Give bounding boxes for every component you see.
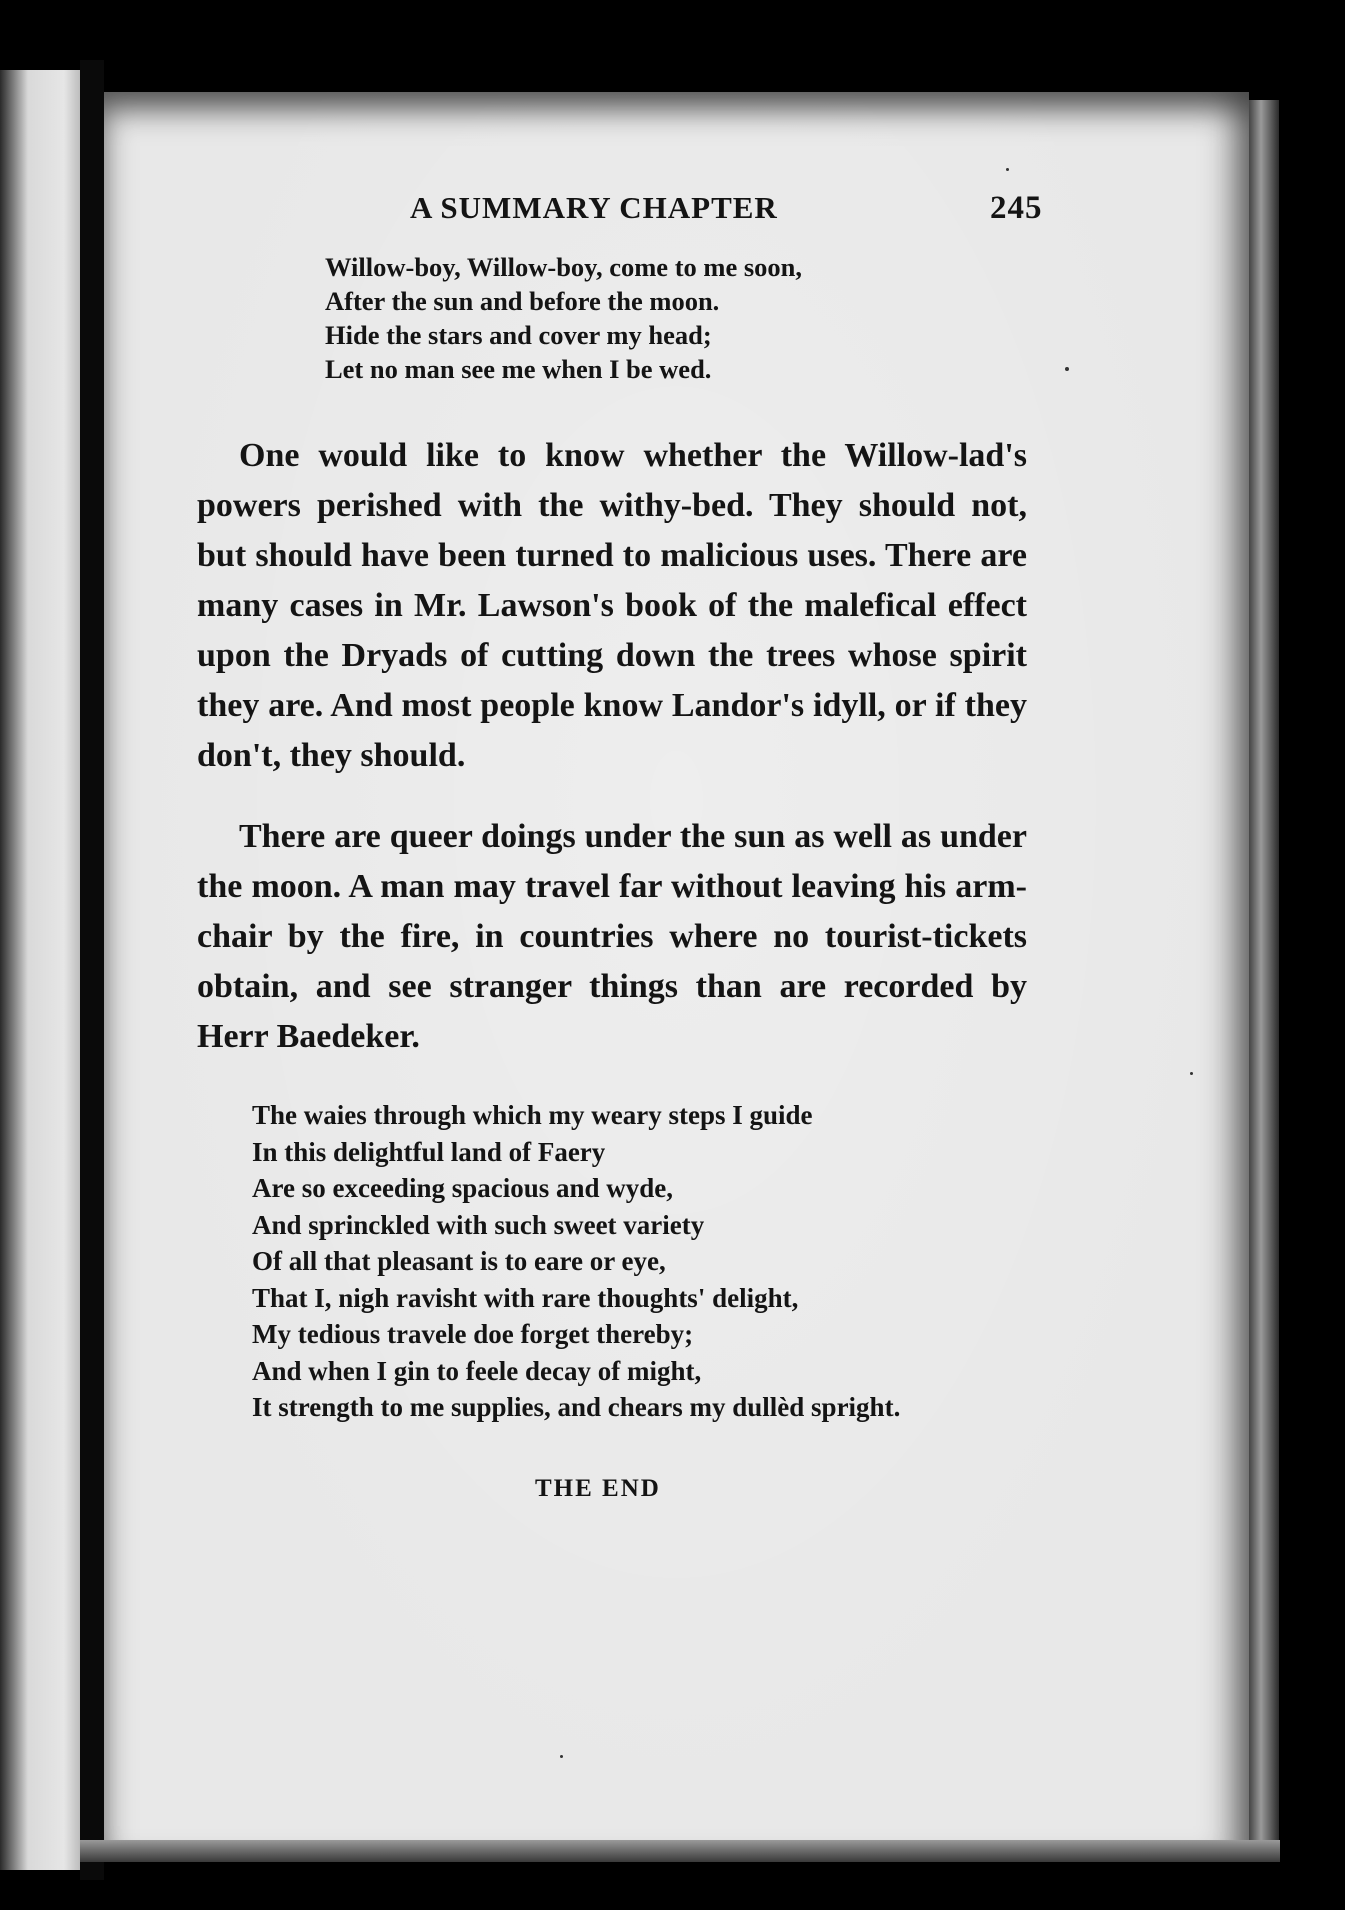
verse-line: It strength to me supplies, and chears my dullèd spright. xyxy=(252,1392,901,1422)
scan-speck xyxy=(560,1755,563,1758)
paragraph-queer-doings xyxy=(197,812,1027,1062)
page-bottom-edge xyxy=(80,1840,1280,1862)
verse-line: My tedious travele doe forget thereby; xyxy=(252,1319,694,1349)
page-right-edge xyxy=(1249,100,1279,1860)
running-header xyxy=(410,190,1050,240)
verse-line: And when I gin to feele decay of might, xyxy=(252,1355,702,1386)
paragraph-text: One would like to know whether the Willow-lad's powers perished with the withy-bed. They should not, but should have been turned to malicious uses. There are many cases in Mr. Lawson's book of the malefical effect upon the Dryads of cutting down the trees whose spirit they are. And most people know Landor's idyll, or if they don't, they should. xyxy=(197,437,1027,774)
verse-line: Hide the stars and cover my head; xyxy=(325,320,712,350)
verse-line: Of all that pleasant is to eare or eye, xyxy=(252,1246,666,1276)
scan-speck xyxy=(1006,168,1009,171)
chapter-title: A SUMMARY CHAPTER xyxy=(410,190,778,225)
facing-page-edge xyxy=(0,70,80,1870)
verse-line: Let no man see me when I be wed. xyxy=(325,354,712,384)
scan-speck xyxy=(1190,1072,1193,1075)
verse-top xyxy=(325,250,802,386)
paragraph-text: There are queer doings under the sun as well as under the moon. A man may travel far without leaving his arm-chair by the fire, in countries where no tourist-tickets obtain, and see stranger things than are recorded by Herr Baedeker. xyxy=(197,818,1027,1055)
verse-line: And sprinckled with such sweet variety xyxy=(252,1209,705,1240)
verse-line: Willow-boy, Willow-boy, come to me soon, xyxy=(325,252,803,282)
verse-line: In this delightful land of Faery xyxy=(252,1136,606,1167)
verse-bottom xyxy=(252,1097,900,1426)
verse-line: That I, nigh ravisht with rare thoughts' delight, xyxy=(252,1282,799,1313)
verse-line: After the sun and before the moon. xyxy=(325,286,720,316)
scan-speck xyxy=(1065,367,1069,371)
verse-line: Are so exceeding spacious and wyde, xyxy=(252,1173,674,1203)
book-gutter xyxy=(80,60,104,1880)
page-number: 245 xyxy=(990,190,1043,226)
verse-line: The waies through which my weary steps I guide xyxy=(252,1100,813,1130)
end-marker: THE END xyxy=(535,1475,661,1502)
paragraph-willow-lad xyxy=(197,431,1027,781)
